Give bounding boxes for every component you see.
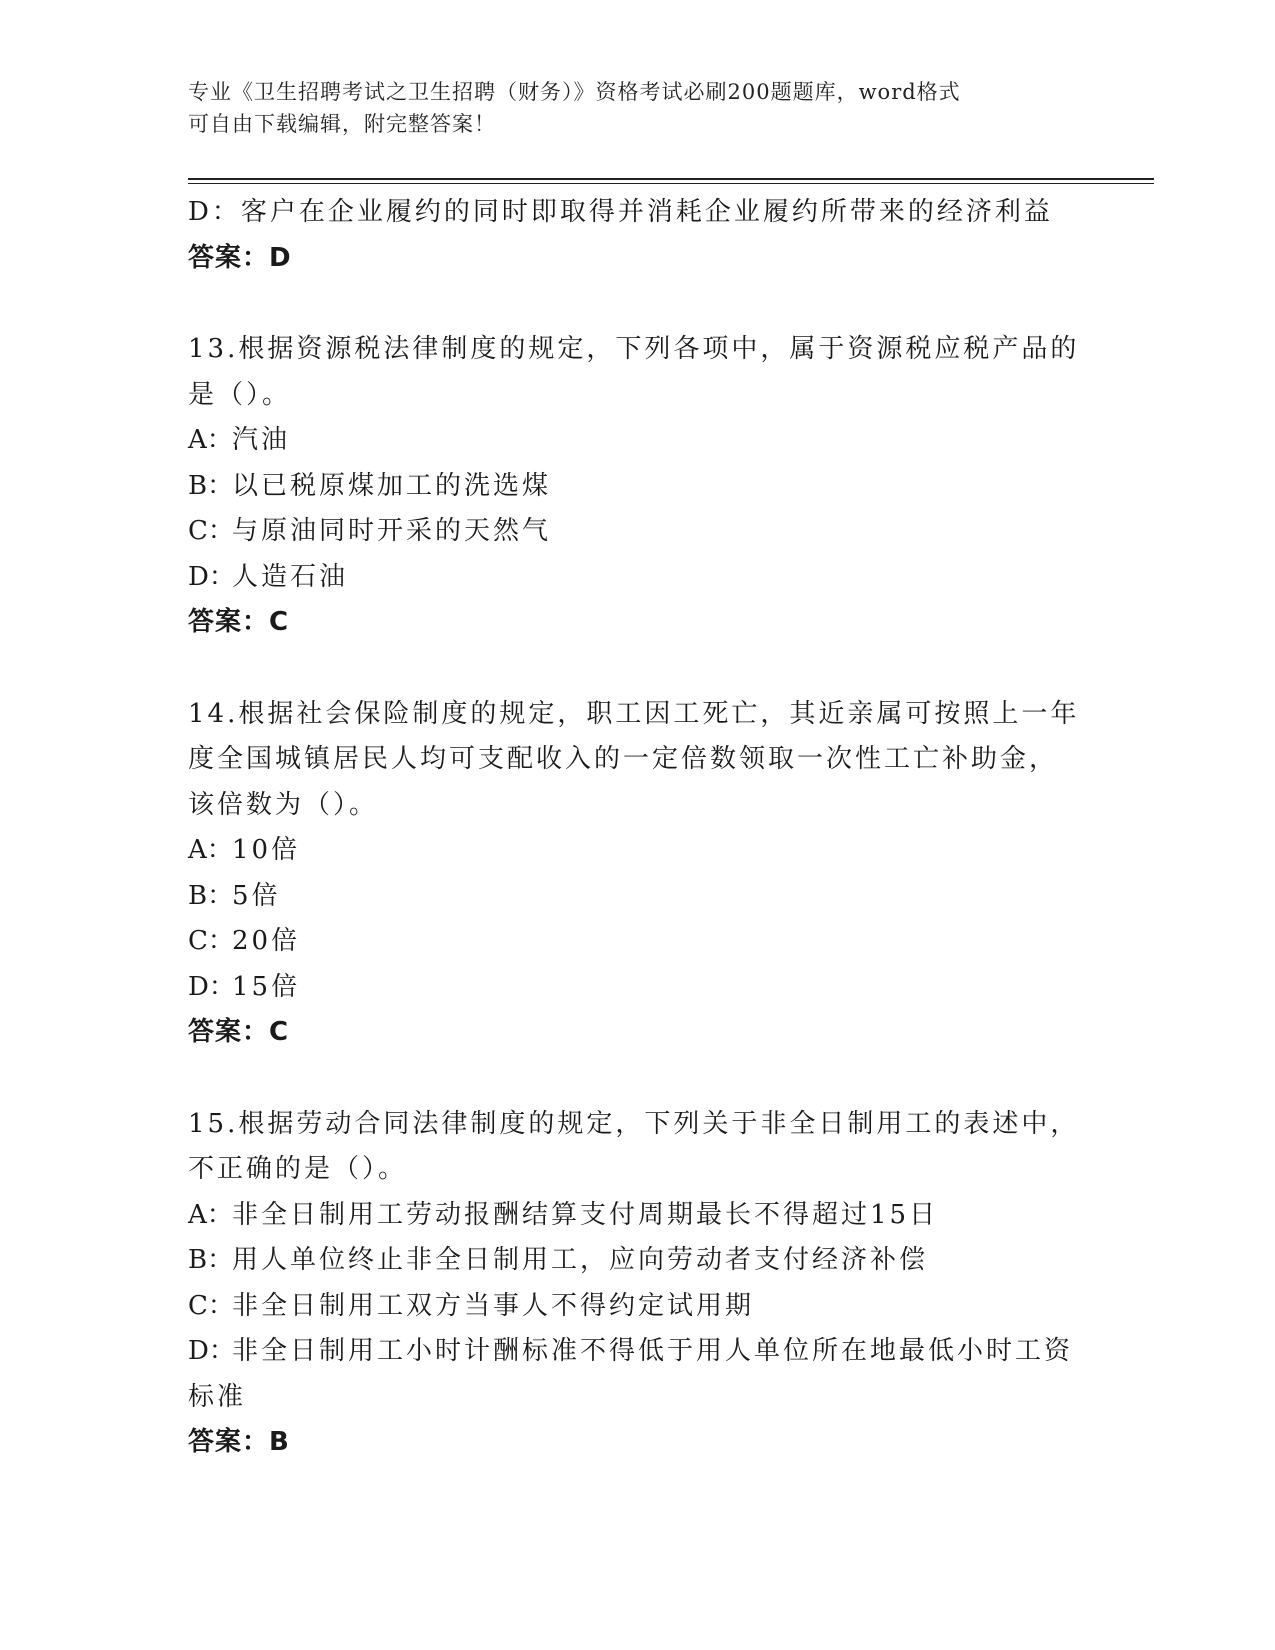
spacer	[188, 646, 1088, 692]
spacer	[188, 1056, 1088, 1102]
option-c	[188, 509, 1088, 555]
option-d-cont: 标准	[188, 1381, 247, 1412]
option-text: 用人单位终止非全日制用工，应向劳动者支付经济补偿	[232, 1245, 929, 1275]
header-title-line-1: 专业《卫生招聘考试之卫生招聘（财务）》资格考试必刷200题题库，word格式	[188, 80, 961, 104]
question-14	[188, 692, 1088, 1056]
option-text: 15倍	[232, 971, 301, 1002]
question-stem: 14.根据社会保险制度的规定，职工因工死亡，其近亲属可按照上一年	[188, 698, 1080, 729]
header-divider-thin	[188, 183, 1154, 184]
option-key: C：	[188, 516, 234, 546]
question-stem: 15.根据劳动合同法律制度的规定，下列关于非全日制用工的表述中，	[188, 1108, 1080, 1139]
option-a	[188, 418, 1088, 464]
prev-question-option-d: D：客户在企业履约的同时即取得并消耗企业履约所带来的经济利益	[188, 197, 1053, 227]
option-b	[188, 1238, 1088, 1284]
question-stem-cont: 该倍数为（）。	[188, 789, 379, 820]
question-stem-cont: 度全国城镇居民人均可支配收入的一定倍数领取一次性工亡补助金，	[188, 744, 1059, 774]
option-text: 与原油同时开采的天然气	[232, 516, 552, 546]
option-text: 非全日制用工劳动报酬结算支付周期最长不得超过15日	[232, 1199, 939, 1230]
question-answer: 答案：C	[188, 1017, 290, 1047]
option-key: D：	[188, 971, 235, 1002]
option-text: 汽油	[232, 425, 291, 455]
option-d	[188, 965, 1088, 1011]
option-key: A：	[188, 425, 233, 455]
option-key: A：	[188, 1199, 233, 1230]
spacer	[188, 281, 1088, 327]
option-key: D：	[188, 1336, 235, 1366]
option-b	[188, 464, 1088, 510]
document-header	[188, 76, 1088, 140]
question-stem-cont: 是（）。	[188, 379, 292, 410]
option-key: A：	[188, 835, 233, 865]
option-text: 20倍	[232, 926, 301, 956]
question-answer: 答案：C	[188, 607, 290, 637]
option-text: 以已税原煤加工的洗选煤	[232, 470, 552, 501]
option-key: B：	[188, 470, 234, 501]
option-a	[188, 1193, 1088, 1239]
option-text: 非全日制用工双方当事人不得约定试用期	[232, 1290, 755, 1321]
option-a	[188, 828, 1088, 874]
option-d	[188, 555, 1088, 601]
option-key: C：	[188, 926, 234, 956]
question-answer: 答案：B	[188, 1427, 290, 1457]
option-text: 人造石油	[232, 561, 349, 592]
option-text: 非全日制用工小时计酬标准不得低于用人单位所在地最低小时工资	[232, 1336, 1074, 1366]
question-stem-cont: 不正确的是（）。	[188, 1154, 408, 1184]
prev-question-answer: 答案：D	[188, 242, 292, 273]
question-stem: 13.根据资源税法律制度的规定，下列各项中，属于资源税应税产品的	[188, 334, 1080, 364]
option-d	[188, 1329, 1088, 1375]
option-c	[188, 1284, 1088, 1330]
option-key: D：	[188, 561, 235, 592]
option-key: B：	[188, 1245, 234, 1275]
question-list	[188, 190, 1088, 1466]
option-text: 10倍	[232, 835, 301, 865]
question-15	[188, 1102, 1088, 1466]
header-divider-thick	[188, 178, 1154, 180]
option-text: 5倍	[232, 880, 281, 911]
option-c	[188, 919, 1088, 965]
option-b	[188, 874, 1088, 920]
option-key: C：	[188, 1290, 234, 1321]
header-title-line-2: 可自由下载编辑，附完整答案！	[188, 112, 496, 136]
option-key: B：	[188, 880, 234, 911]
question-13	[188, 327, 1088, 646]
